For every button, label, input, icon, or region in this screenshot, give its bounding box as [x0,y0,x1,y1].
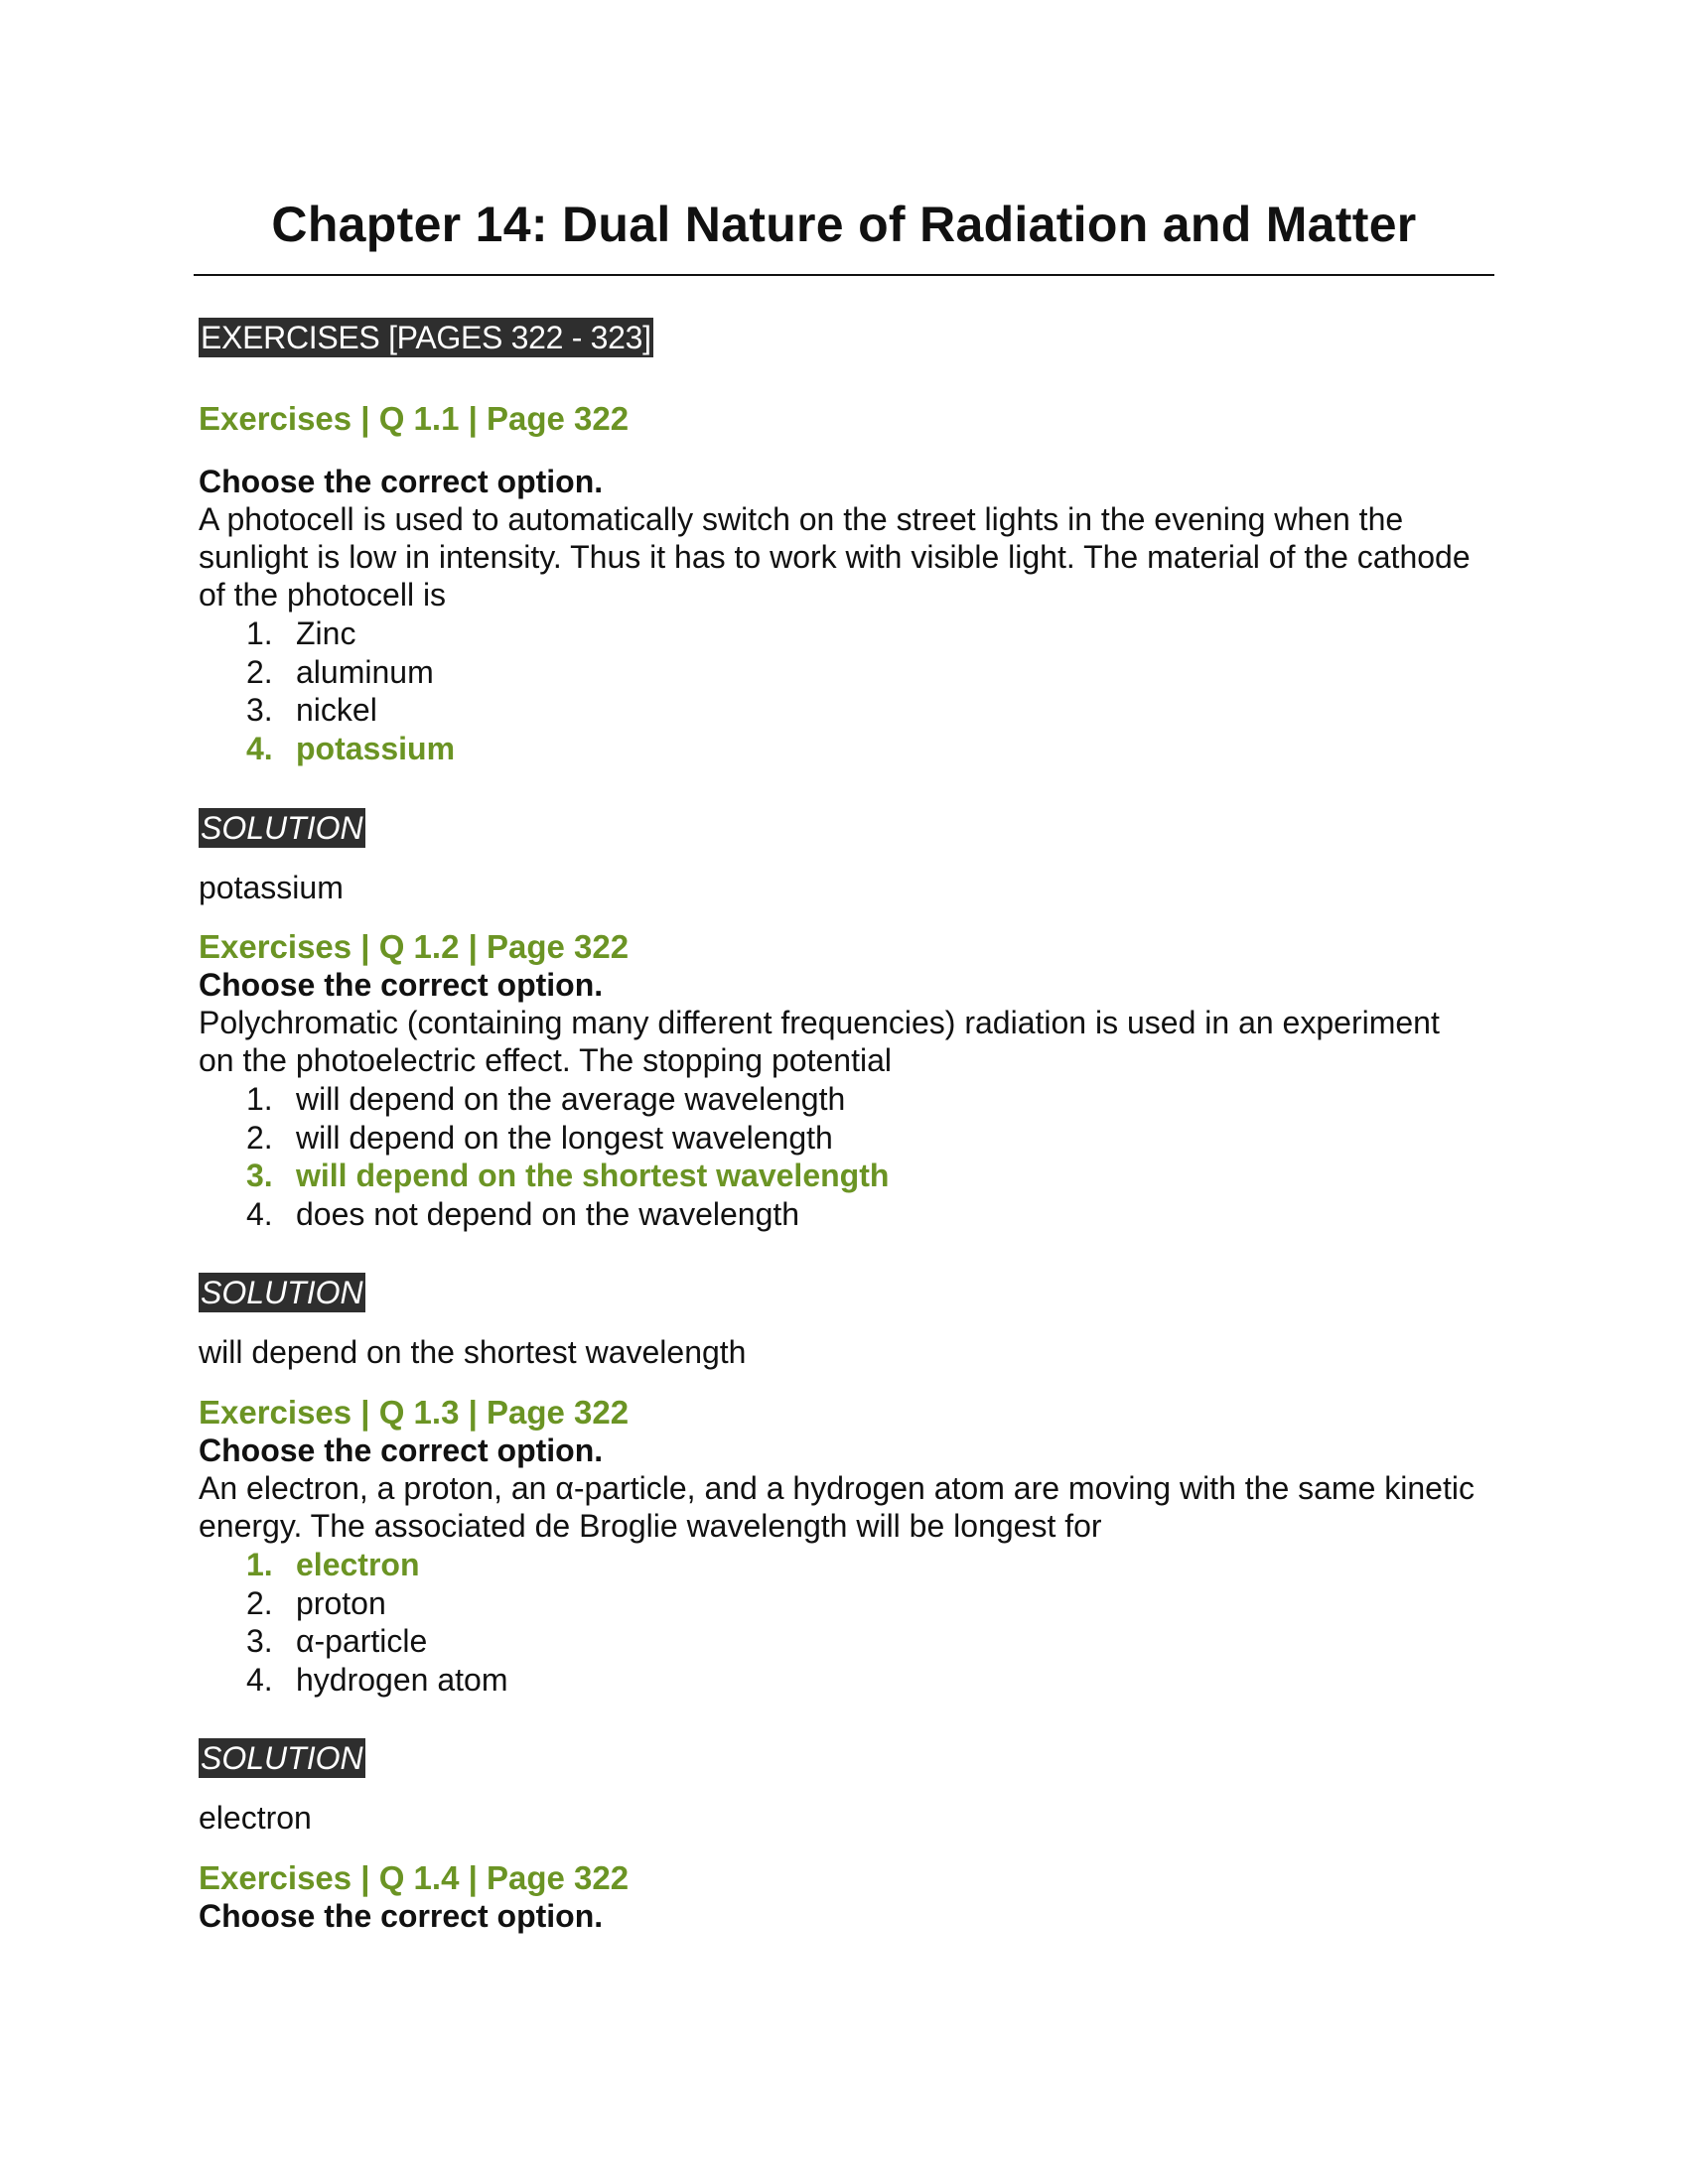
option-text: α-particle [296,1623,428,1659]
option-text: Zinc [296,615,356,651]
solution-badge: SOLUTION [201,810,363,846]
option-text: potassium [296,730,456,766]
option-text: does not depend on the wavelength [296,1195,800,1232]
solution-badge: SOLUTION [201,1275,363,1310]
question-heading: Exercises | Q 1.4 | Page 322 [199,1859,630,1896]
option-number: 4. [246,1661,273,1698]
option-number: 1. [246,1081,273,1117]
question-text: A photocell is used to automatically switch on the street lights in the evening when the sunlight is low in intensity. Thus it has to work with visible light. The material of the cathode of the photocell is [199,501,1471,613]
option-number: 2. [246,653,273,690]
option-text: aluminum [296,653,434,690]
question-instruction: Choose the correct option. [199,464,604,499]
option-item [246,1195,889,1234]
solution-badge: SOLUTION [201,1740,363,1776]
option-number: 1. [246,1547,273,1582]
question-heading: Exercises | Q 1.1 | Page 322 [199,400,630,437]
options-list [246,1546,507,1699]
solution-answer: potassium [199,870,344,905]
option-number: 2. [246,1119,273,1156]
question-heading: Exercises | Q 1.3 | Page 322 [199,1394,630,1431]
options-list [246,614,455,767]
option-text: hydrogen atom [296,1661,508,1698]
option-text: proton [296,1584,386,1621]
option-item [246,1622,507,1661]
option-text: will depend on the longest wavelength [296,1119,833,1156]
question-text: Polychromatic (containing many different frequencies) radiation is used in an experiment on the photoelectric effect. The stopping potential [199,1005,1440,1078]
option-item-correct [246,1157,889,1195]
option-item [246,1584,507,1623]
option-number: 2. [246,1584,273,1621]
section-banner: EXERCISES [PAGES 322 - 323] [201,320,651,355]
option-item [246,1119,889,1158]
option-number: 1. [246,615,273,651]
option-number: 3. [246,1623,273,1659]
question-instruction: Choose the correct option. [199,1898,604,1934]
question-instruction: Choose the correct option. [199,1433,604,1468]
option-item-correct [246,730,455,768]
option-number: 3. [246,1158,273,1193]
option-item [246,653,455,692]
option-item [246,691,455,730]
option-text: nickel [296,692,377,728]
question-instruction: Choose the correct option. [199,967,604,1003]
solution-answer: will depend on the shortest wavelength [199,1334,747,1370]
option-number: 3. [246,692,273,728]
solution-answer: electron [199,1800,312,1836]
option-text: electron [296,1547,420,1582]
option-item [246,1661,507,1700]
option-number: 4. [246,730,273,766]
option-item [246,614,455,653]
options-list [246,1080,889,1233]
chapter-title: Chapter 14: Dual Nature of Radiation and Matter [271,197,1417,252]
option-item [246,1080,889,1119]
option-item-correct [246,1546,507,1584]
question-text: An electron, a proton, an α-particle, and a hydrogen atom are moving with the same kinetic energy. The associated de Broglie wavelength will be longest for [199,1470,1475,1544]
option-number: 4. [246,1195,273,1232]
question-heading: Exercises | Q 1.2 | Page 322 [199,928,630,965]
option-text: will depend on the average wavelength [296,1081,846,1117]
title-divider [194,274,1494,276]
option-text: will depend on the shortest wavelength [296,1158,890,1193]
